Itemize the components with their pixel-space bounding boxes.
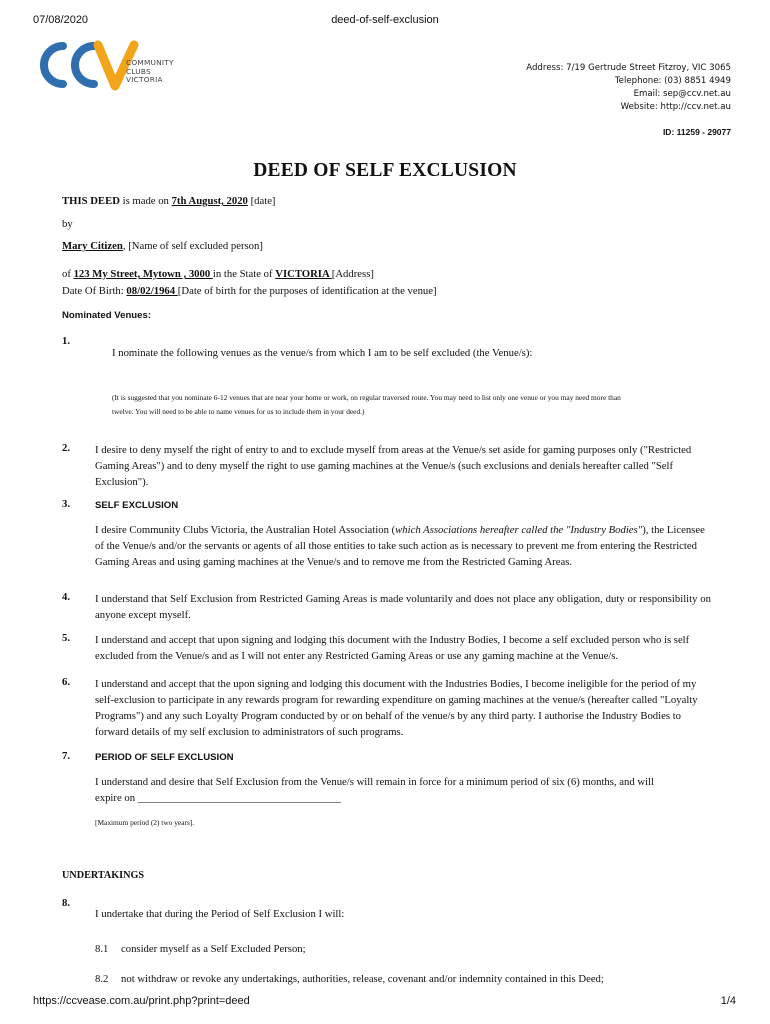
print-url: https://ccvease.com.au/print.php?print=deed [33,995,250,1007]
clause-8-number: 8. [62,897,71,909]
address-hint: [Address] [331,268,374,280]
state-value: VICTORIA [275,268,332,280]
state-text: in the State of [212,268,276,280]
document-title: DEED OF SELF EXCLUSION [253,160,517,181]
clause-3-number: 3. [62,498,71,510]
clause-6-text: I understand and accept that the upon signing and lodging this document with the Industries Bodies, I become ineligible for the period of my self-exclusion to participate in any rewards program for rewarding expenditure on gaming machines at the venue/s (hereafter called "Loyalty Programs") and any such Loyalty Program conducted by or on behalf of the venue/s by any third party. I authorise the Industry Bodies to forward details of my self exclusion to administrators of such programs. [95,678,698,738]
undertakings-heading: UNDERTAKINGS [62,870,145,881]
clause-6-number: 6. [62,676,71,688]
clause-7-text: I understand and desire that Self Exclusion from the Venue/s will remain in force for a minimum period of six (6) months, and will [95,776,654,788]
contact-telephone: Telephone: (03) 8851 4949 [614,76,731,86]
logo-line-community: COMMUNITY [126,58,174,67]
address-value: 123 My Street, Mytown , 3000 [73,268,213,280]
logo-line-victoria: VICTORIA [126,75,163,85]
dob-line [62,283,437,299]
contact-address: Address: 7/19 Gertrude Street Fitzroy, VIC 3065 [526,63,731,73]
person-name-value: Mary Citizen [62,240,123,252]
clause-7-number: 7. [62,750,71,762]
clause-4-number: 4. [62,591,71,603]
clause-3-text [95,522,711,570]
by-text: by [62,218,73,230]
of-text: of [62,268,74,280]
person-line [62,238,263,254]
clause-1-text: I nominate the following venues as the venue/s from which I am to be self excluded (the Venue/s): [112,347,533,359]
contact-email: Email: sep@ccv.net.au [633,89,731,99]
clause-2-text: I desire to deny myself the right of entry to and to exclude myself from areas at the Venue/s set aside for gaming purposes only ("Restricted Gaming Areas") and to deny myself the right to use gaming machines at the Venue/s (such exclusions and denials hereafter called "Self Exclusion"). [95,444,692,488]
self-exclusion-heading: SELF EXCLUSION [95,500,179,511]
print-date: 07/08/2020 [33,14,89,26]
clause-4-text: I understand that Self Exclusion from Restricted Gaming Areas is made voluntarily and does not place any obligation, duty or responsibility on anyone except myself. [95,593,711,621]
deed-made-line [62,193,276,209]
clause-3-text-italic: which Associations hereafter called the "Industry Bodies" [395,524,643,536]
expire-on-field: expire on ______________________________________ [95,792,341,804]
clause-8-2-text: not withdraw or revoke any undertakings, authorities, release, covenant and/or indemnity contained in this Deed; [121,973,604,985]
print-title: deed-of-self-exclusion [331,14,439,26]
deed-date-value: 7th August, 2020 [171,195,248,207]
person-hint: , [Name of self excluded person] [122,240,263,252]
date-hint: [date] [247,195,276,207]
page-number: 1/4 [720,995,736,1007]
nominated-venues-label: Nominated Venues: [62,310,152,321]
contact-website: Website: http://ccv.net.au [620,102,731,112]
this-deed-label: THIS DEED [62,195,120,207]
deed-id: ID: 11259 - 29077 [662,127,731,137]
clause-3-text-a: I desire Community Clubs Victoria, the Australian Hotel Association ( [95,524,396,536]
clause-7-note: [Maximum period (2) two years]. [95,818,195,827]
clause-8-1-text: consider myself as a Self Excluded Person; [121,943,306,955]
dob-value: 08/02/1964 [126,285,178,297]
contact-block [526,62,731,114]
made-on-text: is made on [119,195,172,207]
address-line [62,266,374,282]
period-heading: PERIOD OF SELF EXCLUSION [95,752,234,763]
clause-8-text: I undertake that during the Period of Self Exclusion I will: [95,908,345,920]
clause-8-2-number: 8.2 [95,973,109,985]
clause-1-note: (It is suggested that you nominate 6-12 venues that are near your home or work, on regular traversed route. You may need to list only one venue or you may need more than twelve. You will need to be able to name venues for us to include them in your deed.) [112,393,621,416]
clause-5-text: I understand and accept that upon signing and lodging this document with the Industry Bodies, I become a self excluded person who is self excluded from the Venue/s and as I will not enter any Restricted Gaming Areas or use any gaming machine at the Venue/s. [95,634,690,662]
clause-8-1-number: 8.1 [95,943,109,955]
clause-1-number: 1. [62,335,71,347]
dob-label: Date Of Birth: [62,285,127,297]
clause-5-number: 5. [62,632,71,644]
ccv-logo [36,38,206,92]
dob-hint: [Date of birth for the purposes of identification at the venue] [177,285,437,297]
clause-2-number: 2. [62,442,71,454]
logo-wordmark [126,59,174,85]
logo-line-clubs: CLUBS [126,66,151,76]
clause-3-text-b: ), the Licensee of the Venue/s and/or the servants or agents of all those entities to take such action as is necessary to prevent me from entering the Restricted Gaming Areas and using gaming machines at the Venue/s and to remove me from the Restricted Gaming Areas. [95,524,705,568]
